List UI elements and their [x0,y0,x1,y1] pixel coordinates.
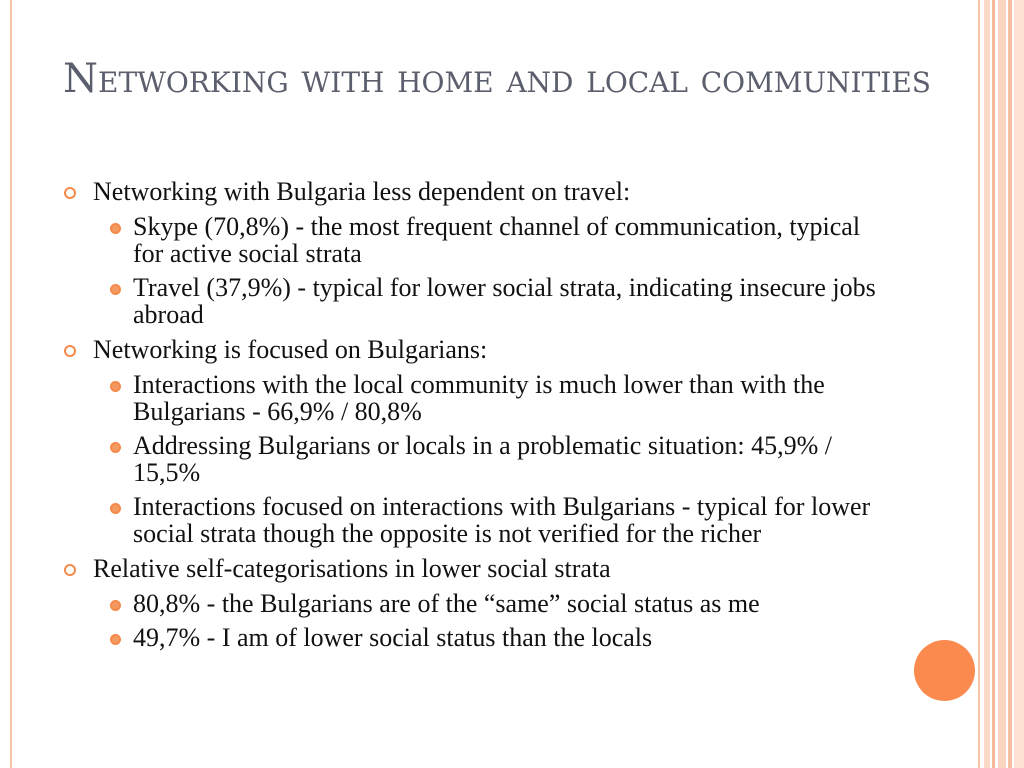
decorative-circle [914,640,975,701]
dot-bullet-icon [110,284,121,295]
sub-bullet-text: 49,7% - I am of lower social status than the locals [133,623,653,652]
sub-bullet-item [93,493,884,547]
circle-bullet-icon [64,564,76,576]
bullet-item [64,178,884,328]
bullet-text: Networking with Bulgaria less dependent on travel: [93,177,631,206]
sub-bullet-text: Travel (37,9%) - typical for lower social strata, indicating insecure jobs abroad [133,273,876,329]
dot-bullet-icon [110,600,121,611]
sub-bullet-text: Skype (70,8%) - the most frequent channel of communication, typical for active social strata [133,212,861,268]
sub-list [93,590,884,651]
decorative-stripe [1008,0,1012,768]
circle-bullet-icon [64,187,76,199]
dot-bullet-icon [110,381,121,392]
sub-bullet-item [93,590,884,617]
left-border-line [10,0,12,768]
slide-content [64,178,884,659]
decorative-stripe [984,0,990,768]
sub-bullet-item [93,432,884,486]
decorative-stripe [978,0,980,768]
dot-bullet-icon [110,223,121,234]
decorative-stripe [992,0,995,768]
sub-bullet-text: Addressing Bulgarians or locals in a problematic situation: 45,9% / 15,5% [133,431,832,487]
circle-bullet-icon [64,345,76,357]
decorative-stripe [998,0,1006,768]
sub-bullet-item [93,213,884,267]
sub-list [93,213,884,328]
bullet-item [64,555,884,651]
dot-bullet-icon [110,503,121,514]
sub-bullet-item [93,274,884,328]
decorative-stripe [1014,0,1024,768]
dot-bullet-icon [110,442,121,453]
dot-bullet-icon [110,634,121,645]
bullet-text: Relative self-categorisations in lower social strata [93,554,611,583]
bullet-item [64,336,884,547]
sub-bullet-text: Interactions with the local community is much lower than with the Bulgarians - 66,9% / 80,8% [133,370,825,426]
bullet-text: Networking is focused on Bulgarians: [93,335,488,364]
sub-bullet-text: 80,8% - the Bulgarians are of the “same” social status as me [133,589,760,618]
sub-list [93,371,884,547]
sub-bullet-item [93,371,884,425]
sub-bullet-text: Interactions focused on interactions with Bulgarians - typical for lower social strata though the opposite is not verified for the richer [133,492,871,548]
slide-title: Networking with home and local communities [63,56,931,102]
sub-bullet-item [93,624,884,651]
